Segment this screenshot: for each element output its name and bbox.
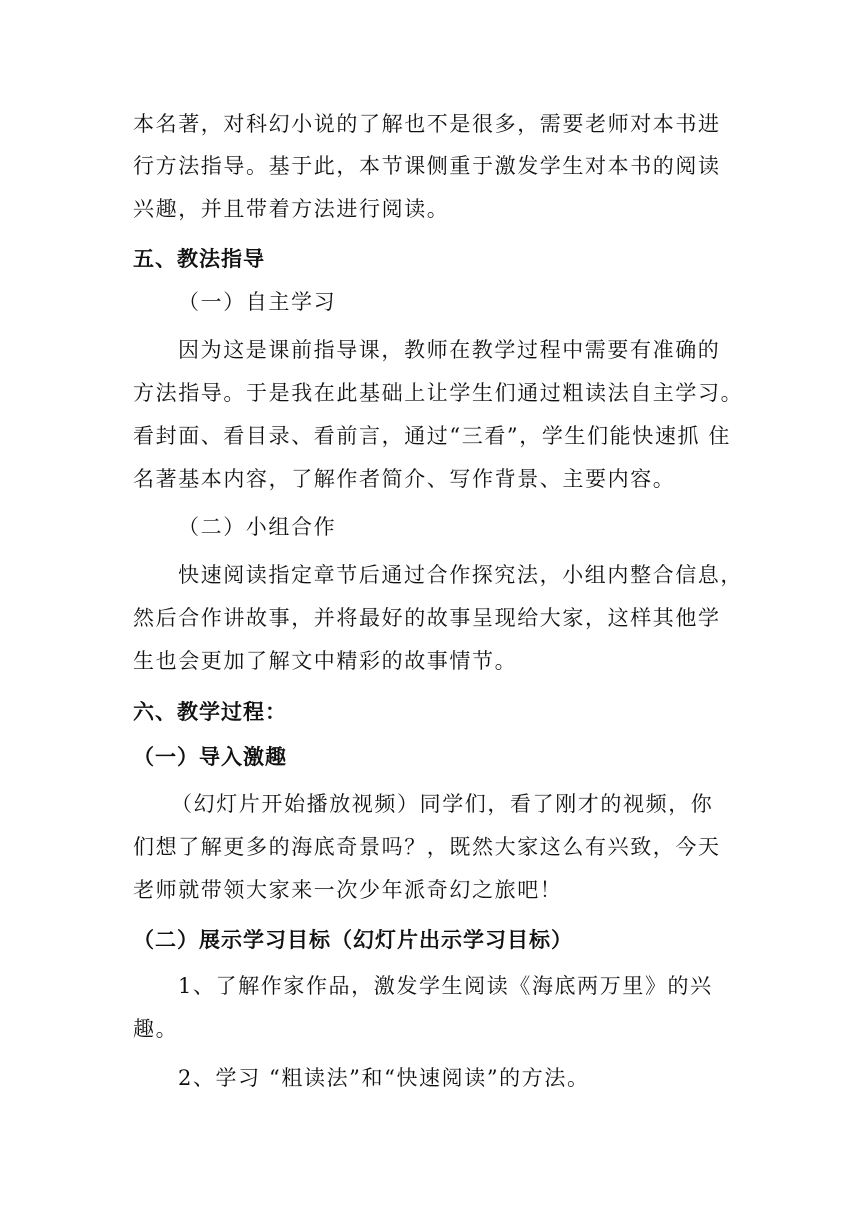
paragraph-line: 名著基本内容，了解作者简介、写作背景、主要内容。 xyxy=(133,467,676,491)
subheading-group-work: （二）小组合作 xyxy=(178,515,337,539)
paragraph-line: 老师就带领大家来一次少年派奇幻之旅吧！ xyxy=(133,878,563,902)
paragraph-line: 本名著，对科幻小说的了解也不是很多，需要老师对本书进 xyxy=(133,112,721,136)
paragraph-line: 生也会更加了解文中精彩的故事情节。 xyxy=(133,649,518,673)
paragraph-line: 行方法指导。基于此，本节课侧重于激发学生对本书的阅读 xyxy=(133,154,721,178)
paragraph-line: （幻灯片开始播放视频）同学们，看了刚才的视频，你 xyxy=(171,792,714,816)
section-heading-6: 六、教学过程： xyxy=(133,700,287,724)
subheading-self-study: （一）自主学习 xyxy=(178,290,337,314)
paragraph-line: 方法指导。于是我在此基础上让学生们通过粗读法自主学习。 xyxy=(133,381,744,405)
paragraph-line: 因为这是课前指导课，教师在教学过程中需要有准确的 xyxy=(178,338,721,362)
paragraph-line: 看封面、看目录、看前言，通过“三看”，学生们能快速抓 住 xyxy=(133,424,731,448)
subheading-intro: （一）导入激趣 xyxy=(133,745,287,769)
paragraph-line: 然后合作讲故事，并将最好的故事呈现给大家，这样其他学 xyxy=(133,606,721,630)
paragraph-line: 们想了解更多的海底奇景吗？，既然大家这么有兴致，今天 xyxy=(133,835,721,859)
paragraph-line: 2、学习 “粗读法”和“快速阅读”的方法。 xyxy=(178,1066,590,1090)
paragraph-line: 1、了解作家作品，激发学生阅读《海底两万里》的兴 xyxy=(178,974,713,998)
section-heading-5: 五、教法指导 xyxy=(133,247,265,271)
paragraph-line: 快速阅读指定章节后通过合作探究法，小组内整合信息， xyxy=(178,563,743,587)
paragraph-line: 兴趣，并且带着方法进行阅读。 xyxy=(133,197,450,221)
paragraph-line: 趣。 xyxy=(133,1017,179,1041)
subheading-objectives: （二）展示学习目标（幻灯片出示学习目标） xyxy=(133,928,573,952)
